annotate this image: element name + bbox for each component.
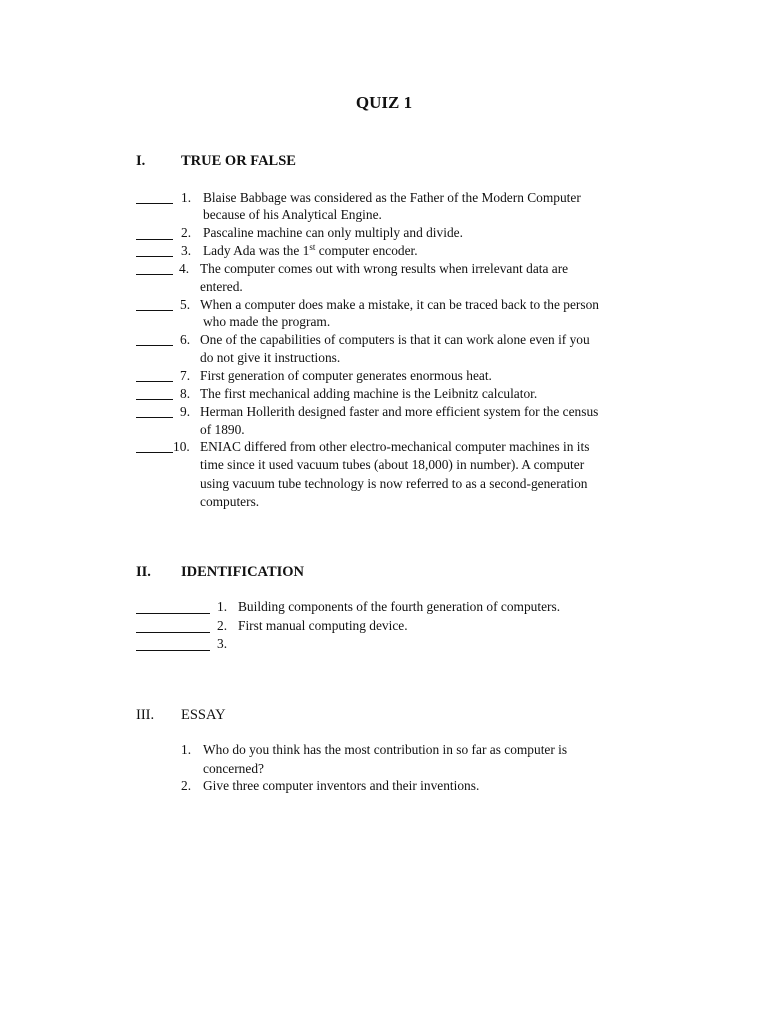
question-number: 2. — [181, 225, 192, 240]
answer-blank[interactable] — [136, 203, 173, 204]
answer-blank[interactable] — [136, 613, 210, 614]
question-text: When a computer does make a mistake, it can be traced back to the person — [200, 297, 599, 312]
quiz-title: QUIZ 1 — [355, 93, 413, 112]
answer-blank[interactable] — [136, 650, 210, 651]
answer-blank[interactable] — [136, 239, 173, 240]
question-text: using vacuum tube technology is now referred to as a second-generation — [200, 476, 588, 491]
question-text: computers. — [200, 494, 260, 509]
answer-blank[interactable] — [136, 417, 173, 418]
answer-blank[interactable] — [136, 310, 173, 311]
question-text: The first mechanical adding machine is the Leibnitz calculator. — [200, 386, 538, 401]
answer-blank[interactable] — [136, 399, 173, 400]
question-text: The computer comes out with wrong results when irrelevant data are — [200, 261, 569, 276]
answer-blank[interactable] — [136, 345, 173, 346]
question-number: 2. — [181, 778, 192, 793]
question-text: do not give it instructions. — [200, 350, 341, 365]
question-text: time since it used vacuum tubes (about 18,000) in number). A computer — [200, 457, 585, 472]
question-text: Give three computer inventors and their inventions. — [203, 778, 480, 793]
question-number: 7. — [180, 368, 191, 383]
question-text: Who do you think has the most contribution in so far as computer is — [203, 742, 568, 757]
question-number: 4. — [179, 261, 190, 276]
question-text: First manual computing device. — [238, 618, 408, 633]
question-text: Pascaline machine can only multiply and divide. — [203, 225, 463, 240]
section-3-numeral: III. — [136, 707, 155, 723]
question-number: 9. — [180, 404, 191, 419]
answer-blank[interactable] — [136, 256, 173, 257]
question-text: Building components of the fourth generation of computers. — [238, 599, 561, 614]
question-number: 1. — [181, 742, 192, 757]
section-2-title: IDENTIFICATION — [181, 564, 305, 580]
question-number: 1. — [217, 599, 228, 614]
question-number: 6. — [180, 332, 191, 347]
question-text: because of his Analytical Engine. — [203, 207, 382, 222]
question-text: concerned? — [203, 761, 264, 776]
question-number: 1. — [181, 190, 192, 205]
question-number: 5. — [180, 297, 191, 312]
section-2-numeral: II. — [136, 564, 151, 580]
question-text: entered. — [200, 279, 243, 294]
question-text: of 1890. — [200, 422, 245, 437]
section-3-title: ESSAY — [181, 707, 226, 723]
answer-blank[interactable] — [136, 274, 173, 275]
question-number: 2. — [217, 618, 228, 633]
answer-blank[interactable] — [136, 632, 210, 633]
question-text — [203, 242, 418, 260]
question-text: ENIAC differed from other electro-mechanical computer machines in its — [200, 439, 590, 454]
question-text: Herman Hollerith designed faster and more efficient system for the census — [200, 404, 599, 419]
question-text-part: computer encoder. — [315, 243, 418, 258]
question-text: who made the program. — [203, 314, 331, 329]
answer-blank[interactable] — [136, 381, 173, 382]
question-text-part: Lady Ada was the 1 — [203, 243, 310, 258]
ordinal-suffix: st — [309, 242, 316, 252]
section-1-numeral: I. — [136, 153, 146, 169]
answer-blank[interactable] — [136, 452, 173, 453]
question-text: Blaise Babbage was considered as the Father of the Modern Computer — [203, 190, 581, 205]
question-number: 10. — [173, 439, 190, 454]
question-number: 3. — [217, 636, 228, 651]
question-text: One of the capabilities of computers is that it can work alone even if you — [200, 332, 590, 347]
question-text: First generation of computer generates enormous heat. — [200, 368, 492, 383]
question-number: 3. — [181, 243, 192, 258]
question-number: 8. — [180, 386, 191, 401]
section-1-title: TRUE OR FALSE — [181, 153, 296, 169]
